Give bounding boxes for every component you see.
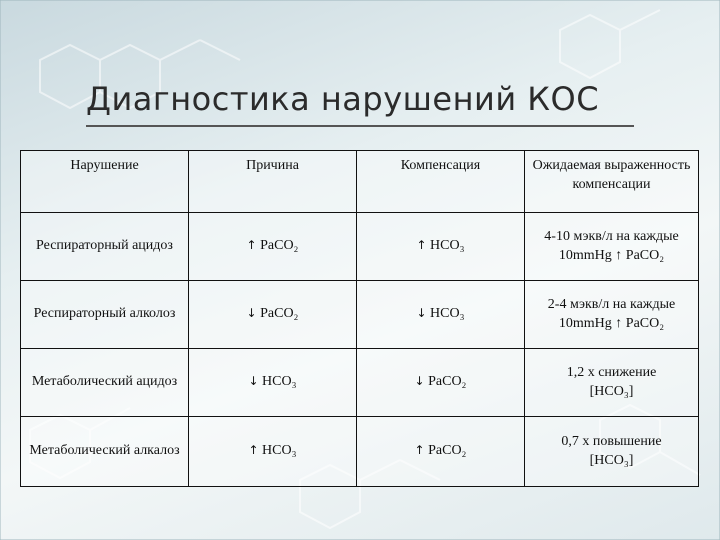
disorder-cell: Респираторный ацидоз [21,213,189,281]
table-header-row [21,151,699,213]
arrow-up-icon: ↑ [414,443,425,458]
arrow-down-icon: ↓ [246,306,257,321]
expected-cell [525,213,699,281]
cause-value: HCO₃ [262,374,297,390]
compensation-cell [357,349,525,417]
cause-cell [189,417,357,487]
column-header: Причина [189,151,357,213]
disorder-cell: Метаболический ацидоз [21,349,189,417]
disorder-cell: Метаболический алкалоз [21,417,189,487]
arrow-up-icon: ↑ [246,238,257,253]
column-header: Нарушение [21,151,189,213]
arrow-down-icon: ↓ [416,306,427,321]
arrow-down-icon: ↓ [248,374,259,389]
cause-value: HCO₃ [262,443,297,459]
cause-cell [189,349,357,417]
expected-cell [525,281,699,349]
expected-line: [HCO₃] [589,383,634,399]
table-row [21,417,699,487]
cause-cell [189,213,357,281]
expected-cell [525,349,699,417]
table-row [21,213,699,281]
compensation-value: HCO₃ [430,238,465,254]
title-underline [86,125,634,127]
expected-line: [HCO₃] [589,452,634,468]
cause-cell [189,281,357,349]
column-header: Ожидаемая выраженность компенсации [525,151,699,213]
slide-title: Диагностика нарушений КОС [86,80,600,118]
table-row [21,281,699,349]
arrow-up-icon: ↑ [248,443,259,458]
compensation-cell [357,417,525,487]
compensation-value: HCO₃ [430,306,465,322]
table-row [21,349,699,417]
compensation-value: PaCO₂ [428,374,467,390]
expected-cell [525,417,699,487]
arrow-up-icon: ↑ [416,238,427,253]
expected-line: 10mmHg ↑ PaCO₂ [558,315,665,331]
compensation-value: PaCO₂ [428,443,467,459]
expected-line: 4-10 мэкв/л на каждые [544,228,679,244]
column-header: Компенсация [357,151,525,213]
compensation-cell [357,213,525,281]
expected-line: 1,2 х снижение [566,364,657,380]
compensation-cell [357,281,525,349]
cause-value: PaCO₂ [260,306,299,322]
cause-value: PaCO₂ [260,238,299,254]
disorder-cell: Респираторный алколоз [21,281,189,349]
expected-line: 10mmHg ↑ PaCO₂ [558,247,665,263]
expected-line: 0,7 х повышение [561,433,662,449]
arrow-down-icon: ↓ [414,374,425,389]
acid-base-table [20,150,699,487]
expected-line: 2-4 мэкв/л на каждые [547,296,676,312]
